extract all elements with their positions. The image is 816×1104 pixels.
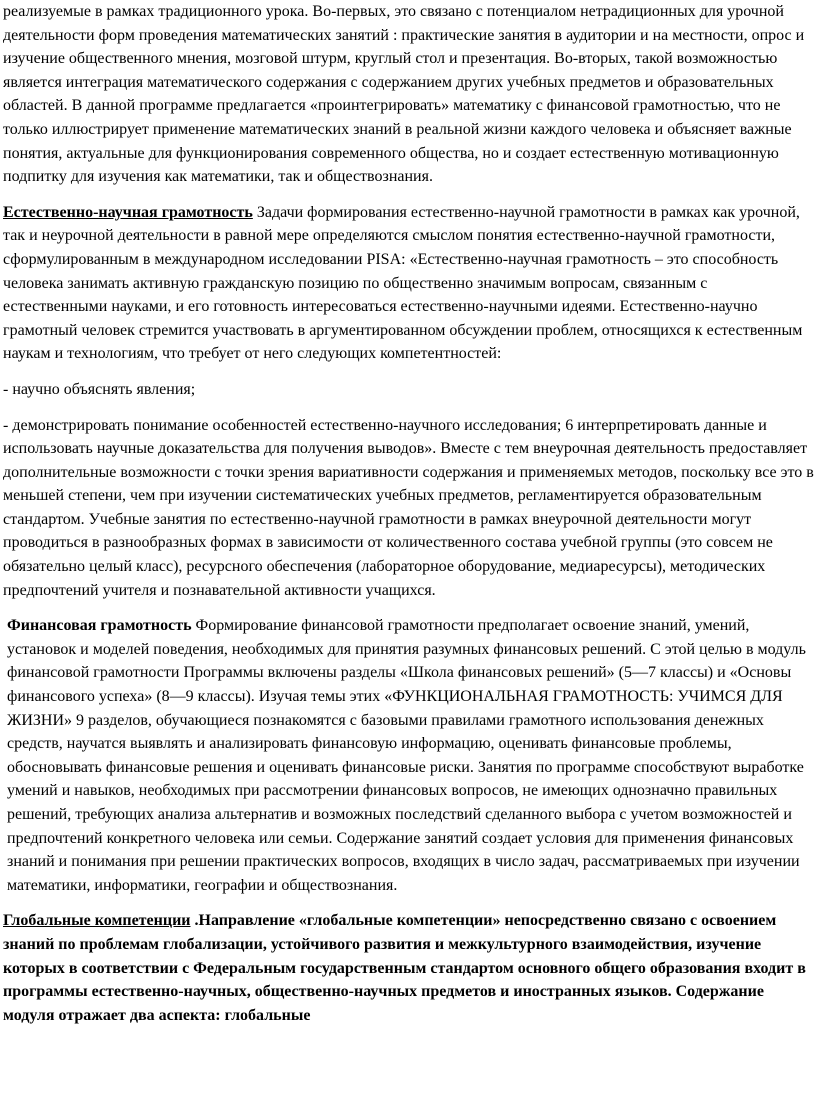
heading-science-literacy: Естественно-научная грамотность: [3, 203, 253, 221]
list-item-explain-phenomena: - научно объяснять явления;: [3, 380, 196, 398]
paragraph-intro: реализуемые в рамках традиционного урока. Во-первых, это связано с потенциалом нетрадиционных для урочной деятельности форм проведения математических занятий : практические занятия в аудитории и на местности, опрос и изучение общественного мнения, мозговой штурм, круглый стол и презентация. Во-вторых, такой возможностью является интеграция математического содержания с содержанием других учебных предметов и образовательных областей. В данной программе предлагается «проинтегрировать» математику с финансовой грамотностью, что не только иллюстрирует применение математических знаний в реальной жизни каждого человека и объясняет важные понятия, актуальные для функционирования современного общества, но и создает естественную мотивационную подпитку для изучения как математики, так и обществознания.: [3, 3, 805, 186]
paragraph-financial-literacy: [3, 614, 814, 897]
paragraph-global-competencies: [3, 909, 814, 1027]
heading-financial-literacy: Финансовая грамотность: [7, 617, 192, 635]
science-literacy-body: Задачи формирования естественно-научной грамотности в рамках как урочной, так и неурочной деятельности в равной мере определяются смыслом понятия естественно-научной грамотности, сформулированным в международном исследовании PISA: «Естественно-научная грамотность – это способность человека занимать активную гражданскую позицию по общественно значимым вопросам, связанным с естественными науками, и его готовность интересоваться естественно-научными идеями. Естественно-научно грамотный человек стремится участвовать в аргументированном обсуждении проблем, относящихся к естественным наукам и технологиям, что требует от него следующих компетентностей:: [3, 203, 803, 363]
financial-literacy-body: Формирование финансовой грамотности предполагает освоение знаний, умений, установок и моделей поведения, необходимых для принятия разумных финансовых решений. С этой целью в модуль финансовой грамотности Программы включены разделы «Школа финансовых решений» (5—7 классы) и «Основы финансового успеха» (8—9 классы). Изучая темы этих «ФУНКЦИОНАЛЬНАЯ ГРАМОТНОСТЬ: УЧИМСЯ ДЛЯ ЖИЗНИ» 9 разделов, обучающиеся познакомятся с базовыми правилами грамотного использования денежных средств, научатся выявлять и анализировать финансовую информацию, оценивать финансовые проблемы, обосновывать финансовые решения и оценивать финансовые риски. Занятия по программе способствуют выработке умений и навыков, необходимых при рассмотрении финансовых вопросов, не имеющих однозначно правильных решений, требующих анализа альтернатив и возможных последствий сделанного выбора с учетом возможностей и предпочтений конкретного человека или семьи. Содержание занятий создает условия для применения финансовых знаний и понимания при решении практических вопросов, входящих в число задач, рассматриваемых при изучении математики, информатики, географии и обществознания.: [7, 617, 806, 894]
global-competencies-body: .Направление «глобальные компетенции» непосредственно связано с освоением знаний по проблемам глобализации, устойчивого развития и межкультурного взаимодействия, изучение которых в соответствии с Федеральным государственным стандартом основного общего образования входит в программы естественно-научных, общественно-научных предметов и иностранных языков. Содержание модуля отражает два аспекта: глобальные: [3, 912, 806, 1024]
heading-global-competencies: Глобальные компетенции: [3, 912, 191, 930]
paragraph-science-literacy: [3, 201, 814, 366]
list-item-demonstrate-understanding: - демонстрировать понимание особенностей естественно-научного исследования; 6 интерпретировать данные и использовать научные доказательства для получения выводов». Вместе с тем внеурочная деятельность предоставляет дополнительные возможности с точки зрения вариативности содержания и применяемых методов, поскольку все это в меньшей степени, чем при изучении систематических учебных предметов, регламентируется образовательным стандартом. Учебные занятия по естественно-научной грамотности в рамках внеурочной деятельности могут проводиться в разнообразных формах в зависимости от количественного состава учебной группы (это совсем не обязательно целый класс), ресурсного обеспечения (лабораторное оборудование, медиаресурсы), методических предпочтений учителя и познавательной активности учащихся.: [3, 416, 814, 599]
